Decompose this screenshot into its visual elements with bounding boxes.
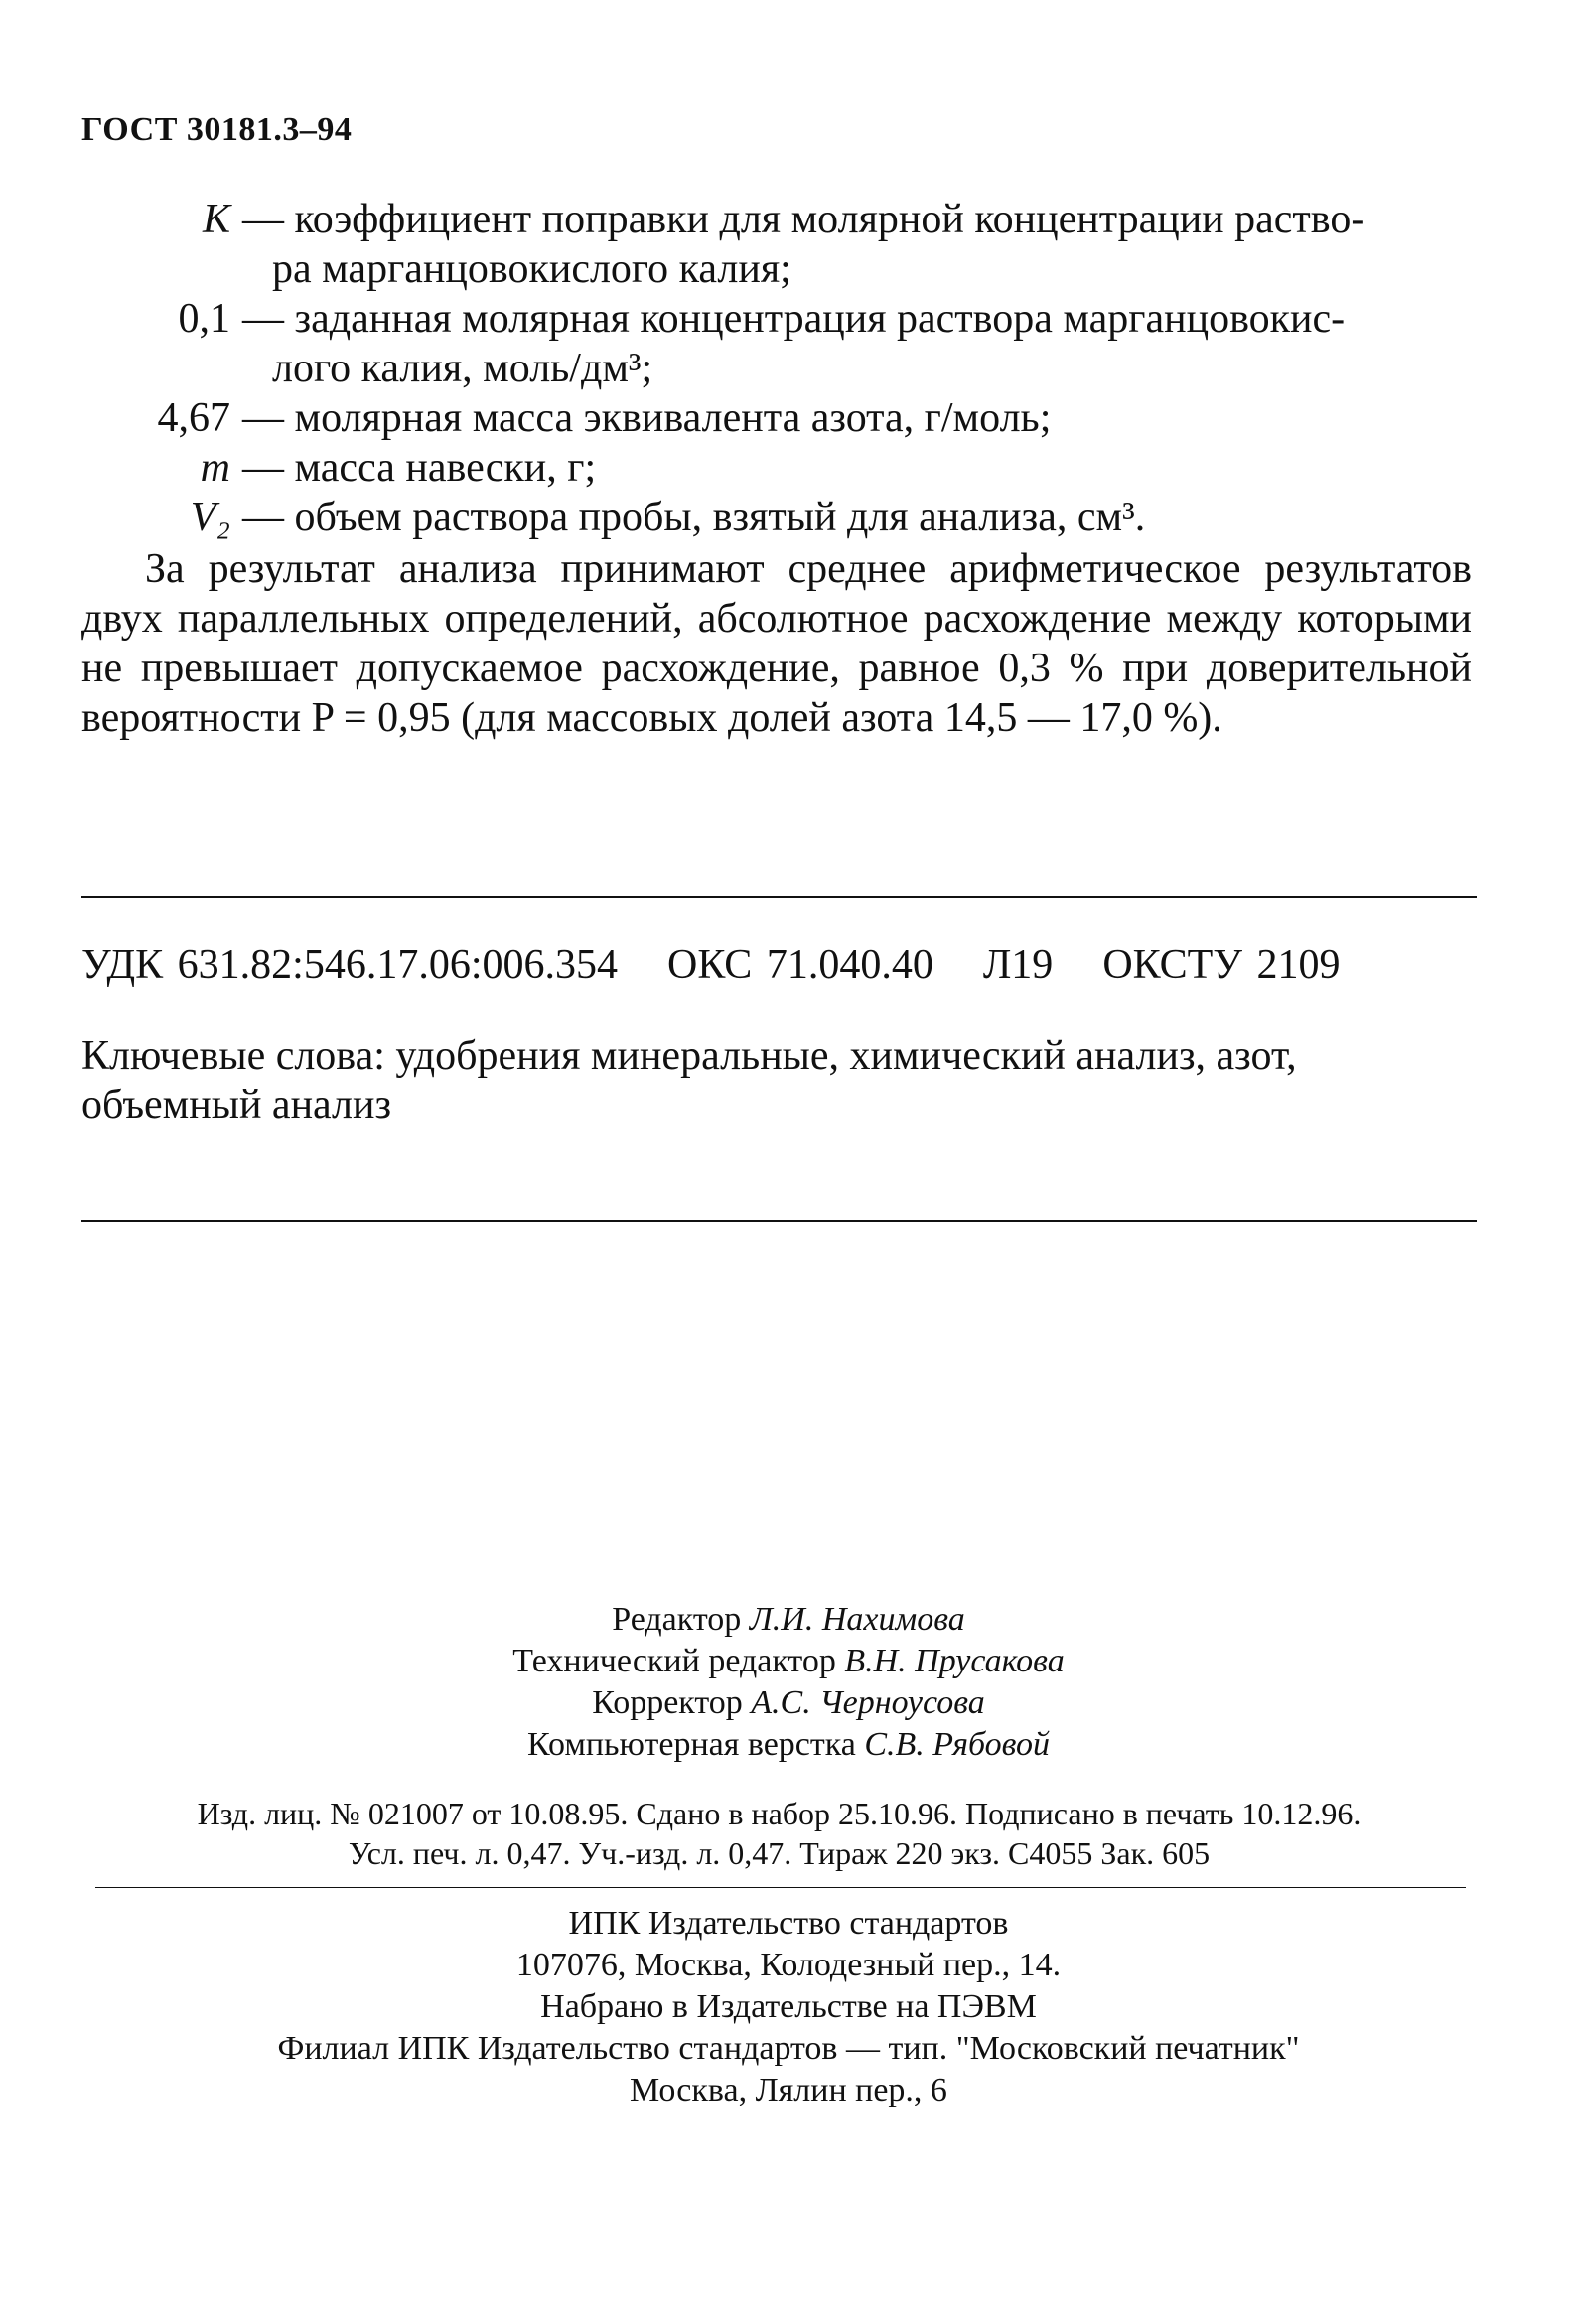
- publisher-line: ИПК Издательство стандартов: [568, 1905, 1009, 1942]
- definition-text: [230, 393, 1472, 443]
- credit-line: [0, 1599, 1577, 1641]
- definition-line: — масса навески, г;: [242, 445, 597, 491]
- udk-code: УДК 631.82:546.17.06:006.354: [81, 943, 618, 988]
- credit-line: [0, 1682, 1577, 1724]
- definition-line: — коэффициент поправки для молярной концентрации раство-: [242, 197, 1365, 242]
- definition-row: [81, 294, 1472, 393]
- definition-row: [81, 493, 1472, 542]
- definition-text: [230, 493, 1472, 542]
- definition-continuation: ра марганцовокислого калия;: [272, 246, 791, 292]
- top-divider: [81, 896, 1477, 898]
- classification-codes: [81, 942, 1472, 989]
- publisher-line: Набрано в Издательстве на ПЭВМ: [540, 1988, 1037, 2025]
- definition-row: [81, 195, 1472, 294]
- credit-name: С.В. Рябовой: [864, 1726, 1050, 1763]
- publisher-block: [0, 1903, 1577, 2111]
- result-paragraph: За результат анализа принимают среднее арифметическое результатов двух параллельных определений, абсолютное расхождение между которыми не превышает допускаемое расхождение, равное 0,3 % при доверительной вероятности P = 0,95 (для массовых долей азота 14,5 — 17,0 %).: [81, 546, 1472, 741]
- credit-name: Л.И. Нахимова: [749, 1601, 965, 1638]
- definition-text: [230, 294, 1472, 393]
- definition-line: — объем раствора пробы, взятый для анализа, см³.: [242, 495, 1146, 540]
- definition-symbol: m: [200, 445, 230, 491]
- bottom-divider: [81, 1220, 1477, 1222]
- definition-symbol: V₂: [190, 495, 230, 540]
- credit-line: [0, 1724, 1577, 1766]
- l-code: Л19: [982, 943, 1054, 988]
- credit-name: В.Н. Прусакова: [844, 1643, 1065, 1679]
- definition-line: — молярная масса эквивалента азота, г/моль;: [242, 395, 1052, 441]
- publisher-divider: [95, 1887, 1466, 1888]
- publication-line: Усл. печ. л. 0,47. Уч.-изд. л. 0,47. Тираж 220 экз. С4055 Зак. 605: [348, 1835, 1211, 1871]
- symbol-definitions: [81, 195, 1472, 542]
- definition-text: [230, 195, 1472, 294]
- definition-symbol: K: [202, 197, 230, 242]
- okstu-code: ОКСТУ 2109: [1102, 943, 1341, 988]
- main-text: [81, 195, 1472, 743]
- credit-name: А.С. Черноусова: [751, 1684, 985, 1721]
- credit-role: Технический редактор: [512, 1643, 836, 1679]
- credits-block: [0, 1599, 1577, 1766]
- definition-row: [81, 443, 1472, 493]
- definition-symbol: 4,67: [157, 395, 230, 441]
- credit-line: [0, 1641, 1577, 1682]
- publisher-line: 107076, Москва, Колодезный пер., 14.: [515, 1947, 1062, 1983]
- publication-info: [81, 1794, 1477, 1873]
- publication-line: Изд. лиц. № 021007 от 10.08.95. Сдано в набор 25.10.96. Подписано в печать 10.12.96.: [197, 1796, 1362, 1831]
- keywords: Ключевые слова: удобрения минеральные, химический анализ, азот, объемный анализ: [81, 1033, 1297, 1128]
- definition-continuation: лого калия, моль/дм³;: [272, 346, 653, 391]
- credit-role: Корректор: [592, 1684, 743, 1721]
- credit-role: Компьютерная верстка: [526, 1726, 856, 1763]
- definition-row: [81, 393, 1472, 443]
- definition-symbol: 0,1: [178, 296, 230, 342]
- definition-line: — заданная молярная концентрация раствора марганцовокис-: [242, 296, 1346, 342]
- publisher-line: Филиал ИПК Издательство стандартов — тип. "Московский печатник": [277, 2030, 1300, 2067]
- publisher-line: Москва, Лялин пер., 6: [630, 2072, 947, 2108]
- credit-role: Редактор: [612, 1601, 742, 1638]
- oks-code: ОКС 71.040.40: [667, 943, 933, 988]
- standard-header: ГОСТ 30181.3–94: [81, 111, 353, 148]
- definition-text: [230, 443, 1472, 493]
